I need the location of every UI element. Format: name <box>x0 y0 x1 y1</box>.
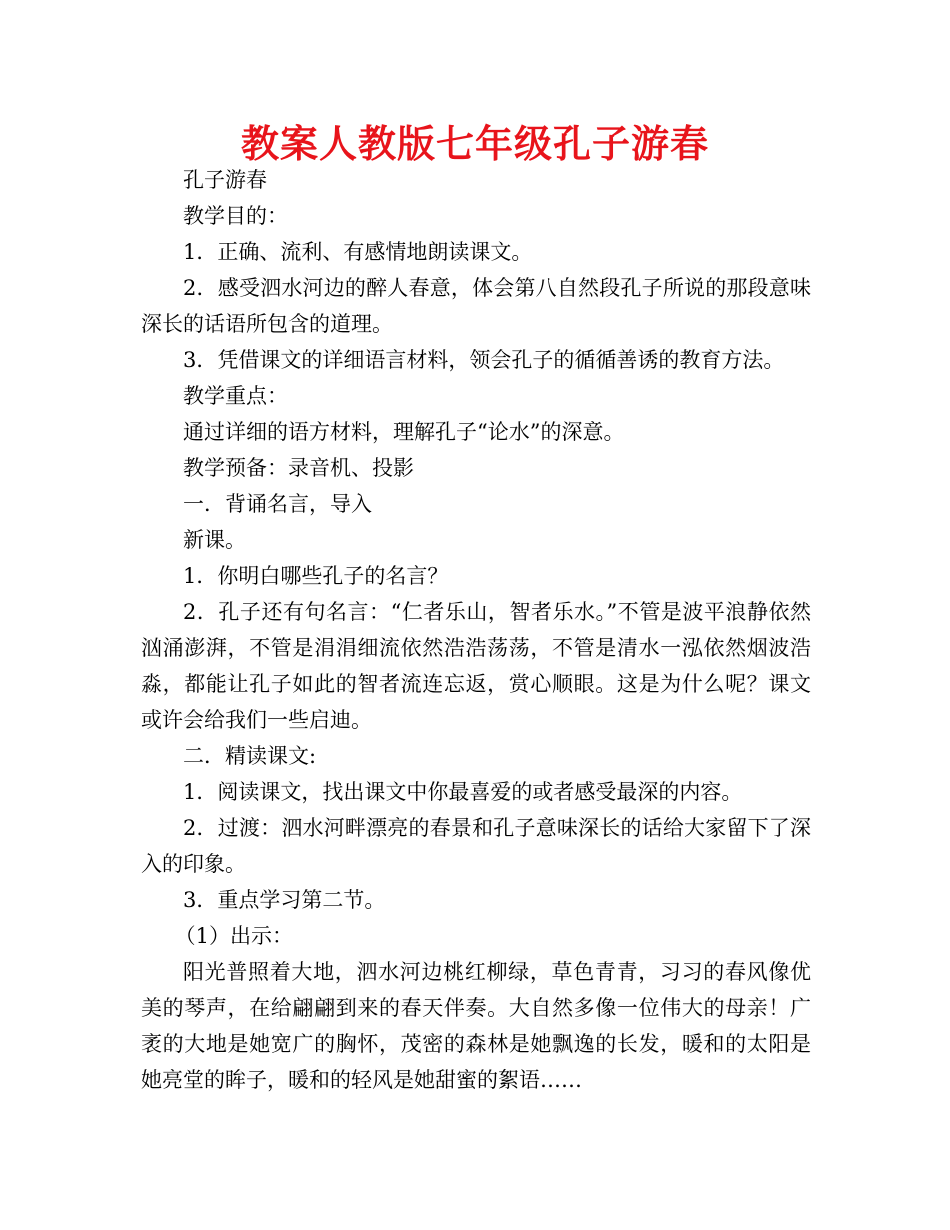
paragraph: （1）出示： <box>174 924 293 948</box>
paragraph: 教学预备：录音机、投影 <box>183 456 414 480</box>
paragraph: 教学重点： <box>183 384 288 408</box>
paragraph: 3．凭借课文的详细语言材料，领会孔子的循循善诱的教育方法。 <box>183 348 785 372</box>
paragraph: 教学目的： <box>183 204 288 228</box>
document-body <box>141 162 811 1098</box>
paragraph: 孔子游春 <box>183 168 267 192</box>
paragraph: 3．重点学习第二节。 <box>183 888 386 912</box>
document-title: 教案人教版七年级孔子游春 <box>240 122 709 166</box>
paragraph: 2．孔子还有句名言：“仁者乐山，智者乐水。”不管是波平浪静依然汹涌澎湃，不管是涓涓细流依然浩浩荡荡，不管是清水一泓依然烟波浩淼，都能让孔子如此的智者流连忘返，赏心顺眼。这是为什么呢？课文或许会给我们一些启迪。 <box>141 600 811 732</box>
paragraph: 一．背诵名言，导入 <box>183 492 372 516</box>
paragraph: 1．正确、流利、有感情地朗读课文。 <box>183 240 533 264</box>
paragraph: 通过详细的语方材料，理解孔子“论水”的深意。 <box>183 420 625 444</box>
paragraph: 2．过渡：泗水河畔漂亮的春景和孔子意味深长的话给大家留下了深入的印象。 <box>141 816 811 876</box>
paragraph: 阳光普照着大地，泗水河边桃红柳绿，草色青青，习习的春风像优美的琴声，在给翩翩到来的春天伴奏。大自然多像一位伟大的母亲！广袤的大地是她宽广的胸怀，茂密的森林是她飘逸的长发，暖和的太阳是她亮堂的眸子，暖和的轻风是她甜蜜的絮语…… <box>141 960 811 1092</box>
paragraph: 1．你明白哪些孔子的名言？ <box>183 564 449 588</box>
paragraph: 二．精读课文: <box>183 744 317 768</box>
paragraph: 1．阅读课文，找出课文中你最喜爱的或者感受最深的内容。 <box>183 780 743 804</box>
paragraph: 2．感受泗水河边的醉人春意，体会第八自然段孔子所说的那段意味深长的话语所包含的道理。 <box>141 276 811 336</box>
paragraph: 新课。 <box>183 528 246 552</box>
